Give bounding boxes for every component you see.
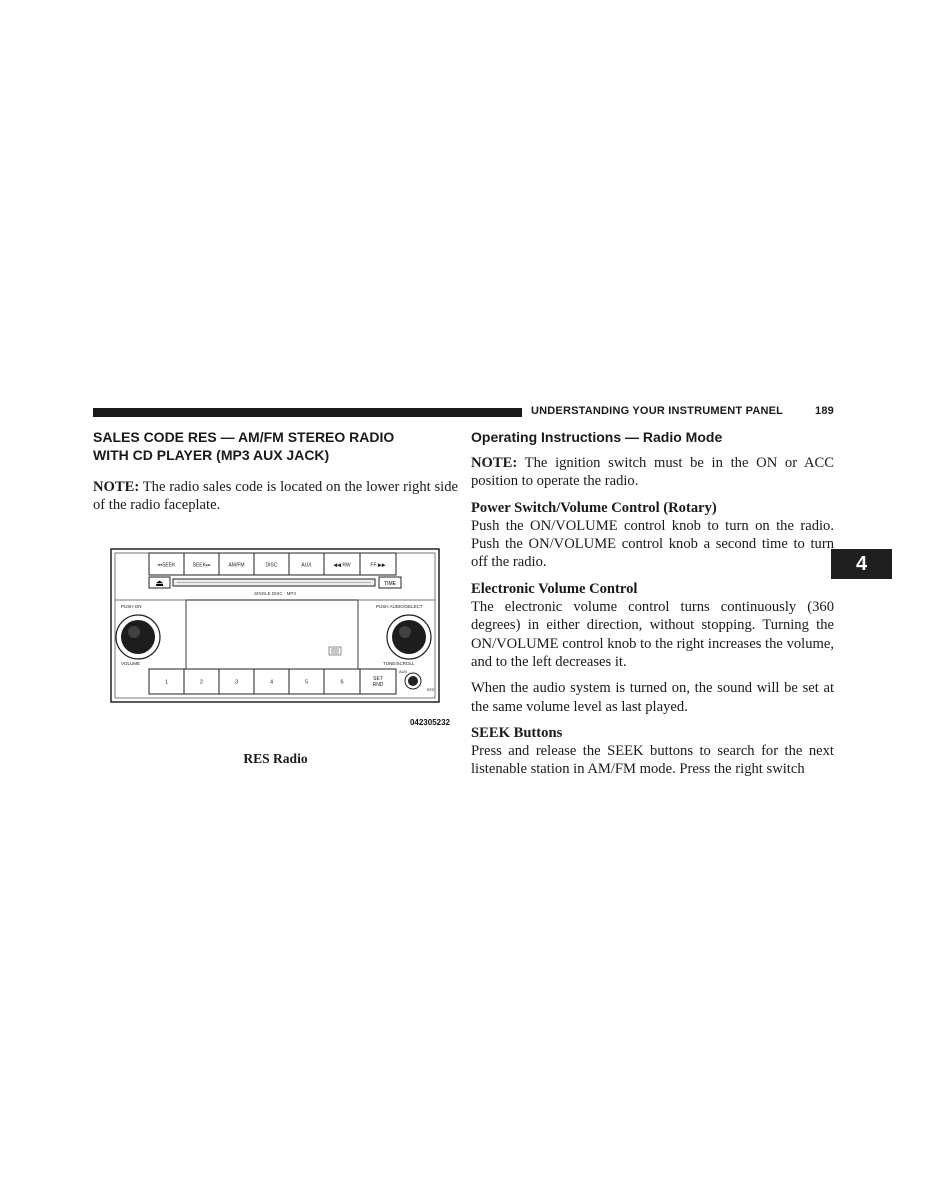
top-button-label: SEEK⏭ [192, 562, 211, 569]
note-label: NOTE: [93, 479, 140, 495]
aux-jack-icon [405, 673, 421, 689]
volume-level-text: When the audio system is turned on, the sound will be set at the same volume level as last played. [471, 680, 834, 715]
seek-buttons-text: Press and release the SEEK buttons to search for the next listenable station in AM/FM mode. Press the right switch [471, 743, 834, 778]
sales-code-label: RES [427, 687, 435, 692]
preset-label: 5 [304, 679, 309, 686]
volume-control-heading: Electronic Volume Control [471, 580, 638, 597]
time-button-label: TIME [384, 580, 396, 587]
section-title-line-1: SALES CODE RES — AM/FM STEREO RADIO [93, 429, 395, 445]
tune-knob-icon [387, 615, 431, 659]
page-number: 189 [815, 405, 834, 417]
radio-faceplate-illustration [93, 543, 458, 743]
preset-label: 3 [234, 679, 239, 686]
tune-label: TUNE/SCROLL [383, 660, 415, 666]
preset-label: 6 [340, 679, 344, 686]
top-button-label: AM/FM [228, 562, 245, 569]
note-paragraph-right [471, 454, 834, 491]
section-title [93, 428, 458, 464]
right-column [471, 428, 834, 779]
top-button-label: ◀◀ RW [333, 562, 351, 569]
section-title-radio-mode: Operating Instructions — Radio Mode [471, 429, 723, 445]
section-title-line-2: WITH CD PLAYER (MP3 AUX JACK) [93, 447, 330, 463]
radio-figure [93, 543, 458, 743]
preset-label: 1 [164, 679, 169, 686]
volume-knob-icon [116, 615, 160, 659]
disc-label: SINGLE DISC · MP3 [254, 590, 296, 596]
left-column [93, 428, 458, 767]
volume-control-text: The electronic volume control turns continuously (360 degrees) in either direction, without stopping. Turning the ON/VOLUME control knob to the right increases the volume, and to the left decreases it. [471, 599, 834, 670]
aux-label: AUX [399, 668, 408, 674]
running-head [531, 405, 834, 417]
note-paragraph [93, 478, 458, 515]
top-button-label: AUX [301, 562, 312, 569]
seek-buttons-heading: SEEK Buttons [471, 724, 563, 741]
figure-caption: RES Radio [243, 750, 308, 766]
figure-code: 042305232 [409, 717, 450, 727]
top-button-label: ⏮SEEK [157, 562, 176, 569]
running-title: UNDERSTANDING YOUR INSTRUMENT PANEL [531, 405, 784, 417]
eject-icon: ⏏ [155, 577, 164, 588]
set-label: SET [373, 675, 383, 682]
top-button-label: FF ▶▶ [370, 562, 386, 569]
header-rule [93, 408, 522, 417]
chapter-tab: 4 [831, 549, 892, 579]
top-button-label: DISC [265, 562, 278, 569]
push-audio-label: PUSH AUDIO/SELECT [376, 603, 423, 609]
note-label-right: NOTE: [471, 455, 518, 471]
power-switch-text: Push the ON/VOLUME control knob to turn on the radio. Push the ON/VOLUME control knob a second time to turn off the radio. [471, 517, 834, 571]
rnd-label: RND [372, 681, 384, 688]
push-on-label: PUSH ON [121, 603, 142, 609]
note-text-right: The ignition switch must be in the ON or ACC position to operate the radio. [471, 455, 834, 490]
note-text: The radio sales code is located on the lower right side of the radio faceplate. [93, 479, 458, 514]
power-switch-heading: Power Switch/Volume Control (Rotary) [471, 499, 717, 516]
preset-label: 2 [199, 679, 204, 686]
preset-label: 4 [269, 679, 274, 686]
volume-label: VOLUME [121, 660, 141, 666]
